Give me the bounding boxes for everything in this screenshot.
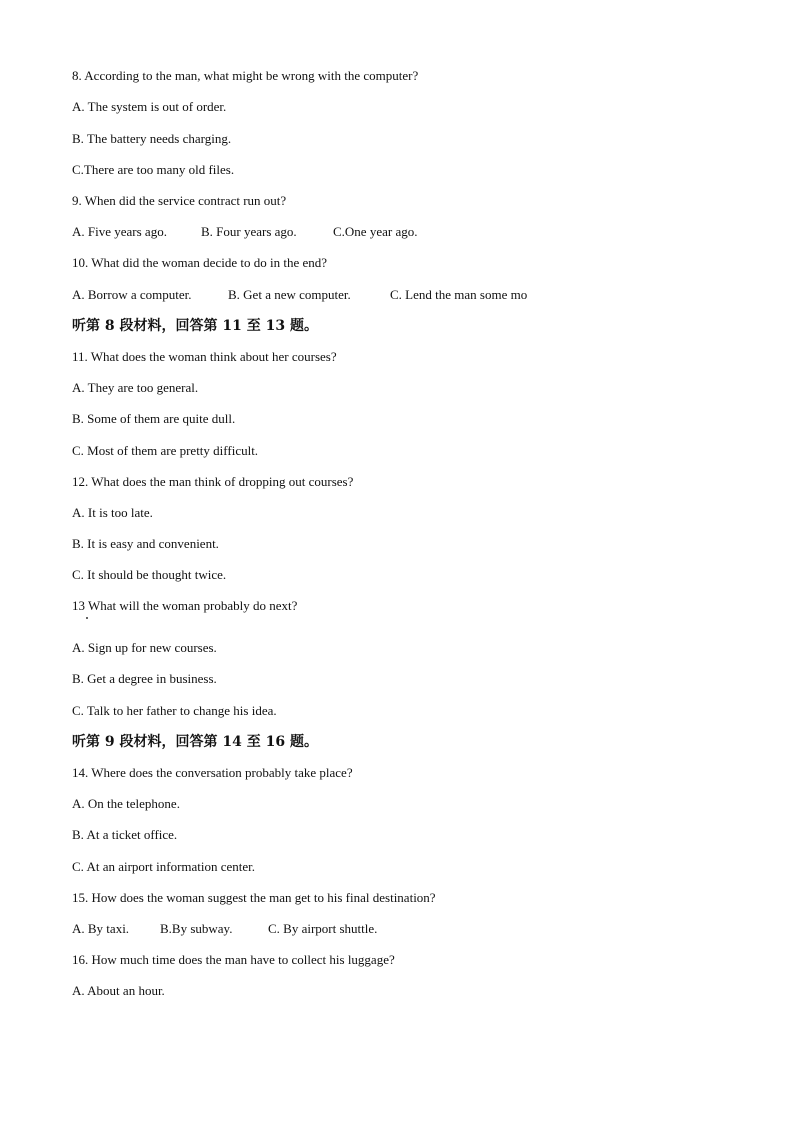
question-9-option-b: B. Four years ago. [201, 224, 297, 239]
question-15: 15. How does the woman suggest the man get to his final destination? [72, 890, 436, 905]
question-8-option-c: C.There are too many old files. [72, 162, 235, 177]
question-13: 13 What will the woman probably do next? [72, 598, 298, 613]
question-13-option-a: A. Sign up for new courses. [72, 640, 217, 655]
question-8: 8. According to the man, what might be wrong with the computer? [72, 68, 419, 83]
question-16-option-a: A. About an hour. [72, 983, 165, 998]
question-9-option-c: C.One year ago. [333, 224, 418, 239]
question-9: 9. When did the service contract run out? [72, 193, 287, 208]
question-12: 12. What does the man think of dropping out courses? [72, 474, 354, 489]
question-13-option-b: B. Get a degree in business. [72, 671, 217, 686]
question-11: 11. What does the woman think about her courses? [72, 349, 337, 364]
question-11-option-b: B. Some of them are quite dull. [72, 411, 236, 426]
question-10: 10. What did the woman decide to do in the end? [72, 255, 327, 270]
question-10-option-b: B. Get a new computer. [228, 287, 351, 302]
section-heading-8: 听第 8 段材料，回答第 11 至 13 题。 [72, 318, 318, 334]
question-11-option-c: C. Most of them are pretty difficult. [72, 443, 259, 458]
question-12-option-b: B. It is easy and convenient. [72, 536, 219, 551]
question-15-option-c: C. By airport shuttle. [268, 921, 378, 936]
question-14-option-c: C. At an airport information center. [72, 859, 256, 874]
question-8-option-a: A. The system is out of order. [72, 99, 227, 114]
question-12-option-a: A. It is too late. [72, 505, 153, 520]
question-9-option-a: A. Five years ago. [72, 224, 167, 239]
question-16: 16. How much time does the man have to collect his luggage? [72, 952, 395, 967]
question-14: 14. Where does the conversation probably take place? [72, 765, 353, 780]
question-8-option-b: B. The battery needs charging. [72, 131, 232, 146]
question-10-options [72, 287, 527, 303]
question-13-option-c: C. Talk to her father to change his idea. [72, 703, 277, 718]
question-9-options [72, 224, 417, 240]
question-10-option-c: C. Lend the man some mo [390, 287, 528, 302]
question-12-option-c: C. It should be thought twice. [72, 567, 227, 582]
question-14-option-a: A. On the telephone. [72, 796, 180, 811]
section-heading-9: 听第 9 段材料，回答第 14 至 16 题。 [72, 734, 318, 750]
question-15-option-a: A. By taxi. [72, 921, 130, 936]
question-14-option-b: B. At a ticket office. [72, 827, 178, 842]
question-15-options [72, 921, 377, 937]
question-10-option-a: A. Borrow a computer. [72, 287, 192, 302]
question-11-option-a: A. They are too general. [72, 380, 199, 395]
stray-dot [86, 617, 88, 619]
question-15-option-b: B.By subway. [160, 921, 233, 936]
